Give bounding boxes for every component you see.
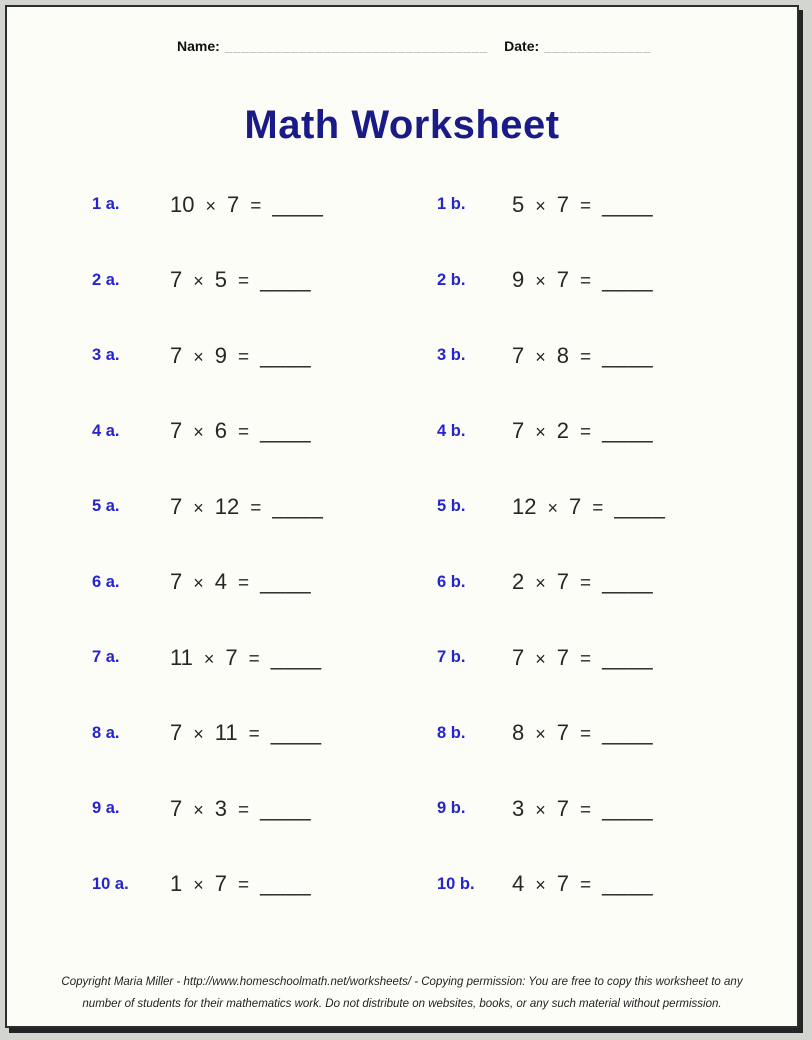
operand-left: 7 [512, 418, 525, 444]
answer-blank: ____ [614, 493, 666, 519]
answer-blank: ____ [270, 644, 322, 670]
problem-row [7, 696, 797, 772]
problem-cell-a [92, 318, 311, 394]
times-sign: × [535, 875, 546, 896]
operand-right: 7 [556, 267, 570, 293]
problem-row [7, 167, 797, 243]
problem-label: 2 a. [92, 270, 120, 289]
answer-blank: ____ [602, 267, 654, 293]
times-sign: × [193, 875, 204, 896]
problem-row [7, 771, 797, 847]
problem-expression [512, 192, 653, 218]
problem-row [7, 620, 797, 696]
answer-blank: ____ [260, 871, 312, 897]
equals-sign: = [580, 271, 592, 293]
problem-label: 4 b. [437, 421, 466, 440]
problem-expression [512, 796, 653, 822]
problem-expression [170, 796, 311, 822]
operand-right: 7 [569, 493, 582, 519]
equals-sign: = [580, 573, 592, 595]
answer-blank: ____ [272, 493, 324, 519]
name-field-label: Name: [177, 38, 220, 54]
problem-expression [170, 645, 322, 671]
equals-sign: = [238, 271, 250, 293]
problem-cell-b [437, 771, 653, 847]
operand-right: 7 [556, 569, 570, 595]
problem-row [7, 847, 797, 923]
times-sign: × [193, 497, 204, 518]
equals-sign: = [580, 195, 592, 217]
problem-expression [512, 645, 653, 671]
operand-right: 7 [227, 191, 240, 217]
times-sign: × [205, 195, 216, 216]
operand-left: 9 [512, 267, 525, 293]
answer-blank: ____ [602, 644, 654, 670]
operand-left: 7 [170, 493, 183, 519]
times-sign: × [193, 573, 204, 594]
problem-expression [170, 569, 311, 595]
answer-blank: ____ [260, 795, 312, 821]
equals-sign: = [592, 497, 604, 519]
equals-sign: = [238, 799, 250, 821]
equals-sign: = [250, 195, 262, 217]
equals-sign: = [580, 799, 592, 821]
problem-label: 5 a. [92, 497, 120, 516]
problem-row [7, 318, 797, 394]
problem-expression [170, 343, 311, 369]
answer-blank: ____ [602, 720, 654, 746]
times-sign: × [547, 497, 558, 518]
equals-sign: = [580, 346, 592, 368]
answer-blank: ____ [602, 342, 654, 368]
operand-left: 1 [170, 871, 183, 897]
times-sign: × [535, 422, 546, 443]
problem-expression [512, 494, 665, 520]
problem-cell-a [92, 243, 311, 319]
operand-right: 9 [214, 342, 228, 368]
problem-expression [170, 267, 311, 293]
problem-cell-a [92, 394, 311, 470]
problem-expression [170, 192, 323, 218]
answer-blank: ____ [260, 418, 312, 444]
answer-blank: ____ [260, 267, 312, 293]
operand-left: 7 [170, 720, 183, 746]
times-sign: × [193, 724, 204, 745]
problem-expression [512, 267, 653, 293]
footer-line-1: Copyright Maria Miller - http://www.homeschoolmath.net/worksheets/ - Copying permission: You are free to copy this worksheet to any [61, 976, 743, 989]
operand-left: 7 [170, 569, 183, 595]
problems-grid [7, 167, 797, 922]
operand-right: 8 [556, 342, 570, 368]
operand-left: 7 [170, 267, 183, 293]
equals-sign: = [580, 724, 592, 746]
problem-label: 6 b. [437, 572, 466, 591]
problem-cell-a [92, 545, 311, 621]
date-field-label: Date: [504, 38, 540, 54]
footer-line-2: number of students for their mathematics work. Do not distribute on websites, books, or any such material without permission. [82, 998, 722, 1011]
problem-cell-b [437, 696, 653, 772]
date-blank-line: _____________ [544, 39, 652, 54]
operand-left: 8 [512, 720, 525, 746]
operand-left: 10 [170, 191, 195, 217]
problem-expression [512, 569, 653, 595]
problem-cell-a [92, 620, 322, 696]
operand-right: 7 [556, 191, 570, 217]
operand-left: 7 [170, 342, 183, 368]
problem-cell-a [92, 771, 311, 847]
operand-left: 7 [512, 644, 525, 670]
problem-cell-b [437, 318, 653, 394]
copyright-footer [7, 972, 797, 1016]
operand-left: 3 [512, 795, 525, 821]
operand-right: 11 [214, 720, 238, 746]
problem-row [7, 243, 797, 319]
problem-label: 5 b. [437, 497, 466, 516]
times-sign: × [535, 195, 546, 216]
times-sign: × [193, 422, 204, 443]
problem-cell-b [437, 847, 653, 923]
problem-expression [512, 418, 653, 444]
problem-row [7, 545, 797, 621]
answer-blank: ____ [602, 418, 654, 444]
times-sign: × [535, 346, 546, 367]
equals-sign: = [248, 648, 260, 670]
problem-row [7, 469, 797, 545]
problem-label: 9 b. [437, 799, 466, 818]
problem-label: 10 a. [92, 874, 129, 893]
answer-blank: ____ [272, 191, 324, 217]
operand-right: 2 [556, 418, 570, 444]
problem-cell-a [92, 469, 323, 545]
equals-sign: = [238, 346, 250, 368]
problem-expression [170, 871, 311, 897]
equals-sign: = [580, 875, 592, 897]
problem-label: 9 a. [92, 799, 120, 818]
times-sign: × [535, 648, 546, 669]
problem-expression [512, 871, 653, 897]
operand-right: 6 [214, 418, 228, 444]
operand-left: 11 [170, 644, 193, 670]
problem-label: 10 b. [437, 874, 475, 893]
problem-expression [170, 720, 322, 746]
equals-sign: = [250, 497, 262, 519]
answer-blank: ____ [602, 871, 654, 897]
equals-sign: = [580, 422, 592, 444]
problem-cell-b [437, 167, 653, 243]
problem-label: 4 a. [92, 421, 120, 440]
operand-left: 7 [512, 342, 525, 368]
problem-label: 8 b. [437, 723, 466, 742]
operand-left: 2 [512, 569, 525, 595]
operand-right: 5 [214, 267, 228, 293]
operand-right: 4 [214, 569, 228, 595]
problem-expression [170, 494, 323, 520]
problem-expression [170, 418, 311, 444]
operand-right: 7 [556, 871, 570, 897]
problem-label: 7 a. [92, 648, 120, 667]
answer-blank: ____ [602, 191, 654, 217]
operand-left: 7 [170, 795, 183, 821]
equals-sign: = [238, 422, 250, 444]
problem-expression [512, 720, 653, 746]
problem-cell-b [437, 243, 653, 319]
operand-right: 7 [556, 644, 570, 670]
operand-right: 3 [214, 795, 228, 821]
answer-blank: ____ [270, 720, 322, 746]
answer-blank: ____ [602, 569, 654, 595]
operand-left: 7 [170, 418, 183, 444]
problem-label: 7 b. [437, 648, 466, 667]
operand-right: 7 [225, 644, 238, 670]
times-sign: × [193, 799, 204, 820]
times-sign: × [535, 271, 546, 292]
problem-label: 1 b. [437, 195, 466, 214]
problem-label: 3 b. [437, 346, 466, 365]
problem-cell-b [437, 545, 653, 621]
operand-right: 12 [214, 493, 240, 519]
equals-sign: = [580, 648, 592, 670]
operand-right: 7 [556, 795, 570, 821]
problem-cell-b [437, 394, 653, 470]
problem-cell-b [437, 469, 665, 545]
equals-sign: = [248, 724, 260, 746]
operand-right: 7 [556, 720, 570, 746]
page-title: Math Worksheet [244, 103, 560, 147]
answer-blank: ____ [260, 569, 312, 595]
problem-label: 3 a. [92, 346, 120, 365]
times-sign: × [535, 799, 546, 820]
problem-cell-a [92, 167, 323, 243]
equals-sign: = [238, 573, 250, 595]
problem-cell-a [92, 847, 311, 923]
problem-label: 8 a. [92, 723, 120, 742]
times-sign: × [203, 648, 215, 669]
name-blank-line: ________________________________ [224, 39, 489, 54]
name-date-row [177, 38, 651, 54]
problem-expression [512, 343, 653, 369]
problem-cell-a [92, 696, 322, 772]
operand-right: 7 [214, 871, 228, 897]
problem-row [7, 394, 797, 470]
answer-blank: ____ [260, 342, 312, 368]
operand-left: 4 [512, 871, 525, 897]
operand-left: 5 [512, 191, 525, 217]
problem-label: 1 a. [92, 195, 120, 214]
times-sign: × [193, 271, 204, 292]
times-sign: × [193, 346, 204, 367]
equals-sign: = [238, 875, 250, 897]
problem-label: 2 b. [437, 270, 466, 289]
problem-cell-b [437, 620, 653, 696]
times-sign: × [535, 724, 546, 745]
worksheet-page [5, 5, 799, 1028]
operand-left: 12 [512, 493, 537, 519]
times-sign: × [535, 573, 546, 594]
answer-blank: ____ [602, 795, 654, 821]
problem-label: 6 a. [92, 572, 120, 591]
